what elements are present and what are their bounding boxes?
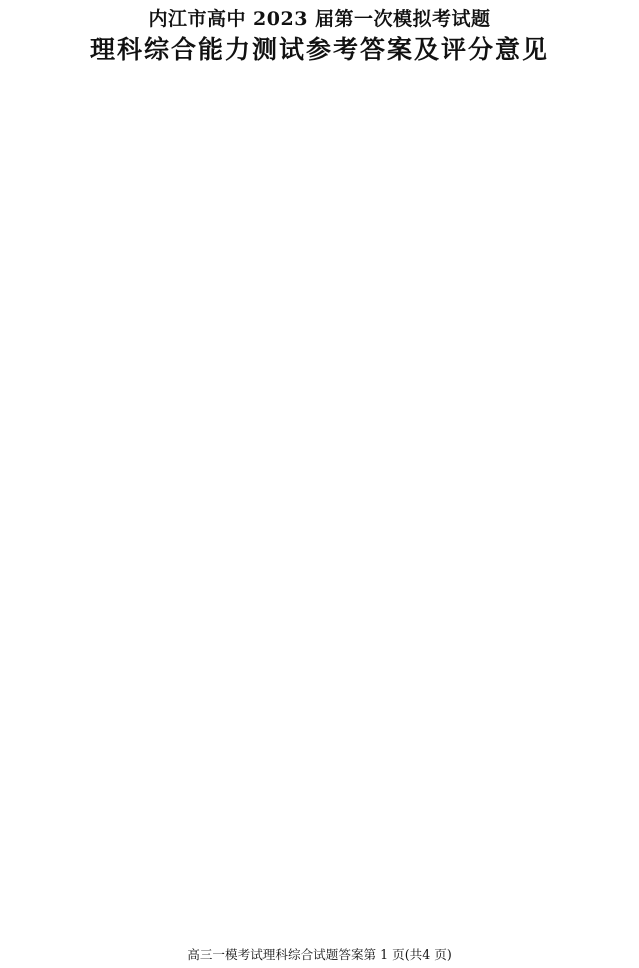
exam-title: 内江市高中 2023 届第一次模拟考试题 <box>148 8 491 30</box>
page-footer: 高三一模考试理科综合试题答案第 1 页(共4 页) <box>187 947 452 962</box>
answer-key-title: 理科综合能力测试参考答案及评分意见 <box>89 35 549 64</box>
